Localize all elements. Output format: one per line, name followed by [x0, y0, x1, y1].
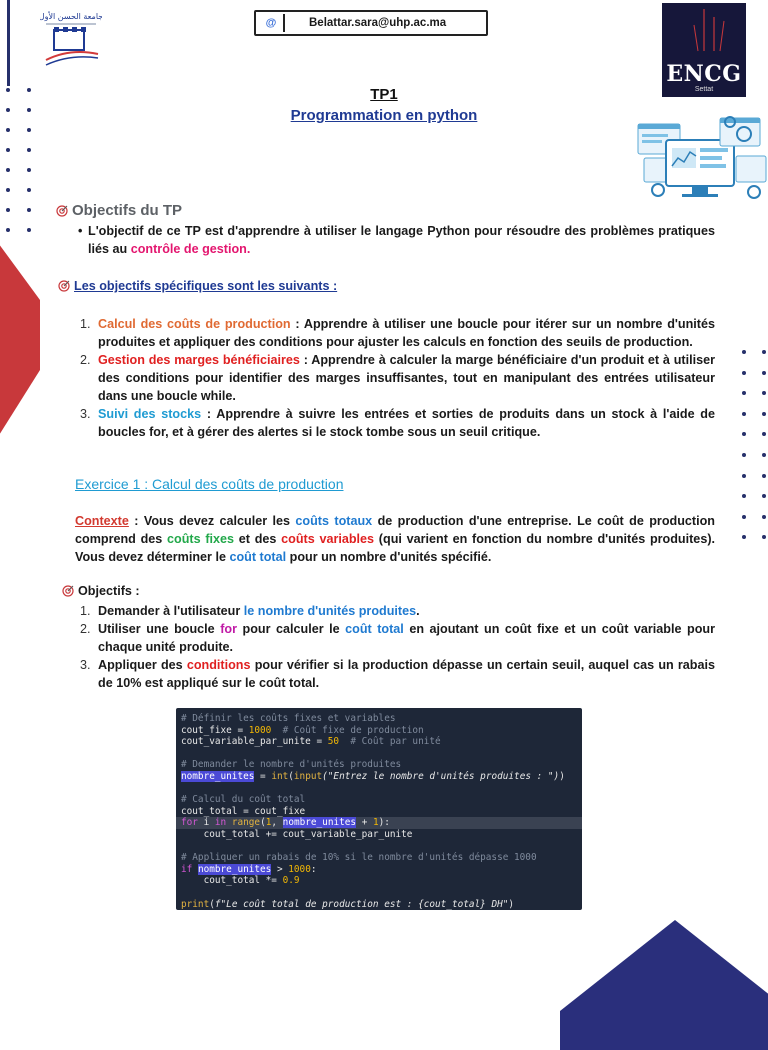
target-icon	[58, 280, 70, 292]
decorative-dot	[27, 188, 31, 192]
decorative-dot	[27, 128, 31, 132]
code-line: # Calcul du coût total	[181, 794, 306, 806]
code-line: nombre_unites = int(input("Entrez le nombre d'unités produites : "))	[181, 770, 565, 782]
email-box[interactable]	[254, 10, 488, 36]
code-line: # Demander le nombre d'unités produites	[181, 759, 402, 771]
code-line: cout_total *= 0.9	[181, 875, 300, 887]
code-line	[176, 841, 582, 853]
decorative-dot	[27, 228, 31, 232]
decorative-dot	[762, 371, 766, 375]
decorative-dot	[762, 474, 766, 478]
code-line: for i in range(1, nombre_unites + 1):	[176, 817, 582, 829]
objectives-heading	[56, 202, 182, 219]
target-icon	[62, 585, 74, 597]
computer-illustration-icon	[636, 112, 768, 208]
code-line	[176, 887, 582, 899]
exercise-objectives-heading-text: Objectifs :	[78, 584, 140, 598]
code-block	[176, 708, 582, 910]
list-item: 1. Demander à l'utilisateur le nombre d'unités produites.	[80, 604, 420, 618]
encg-logo-text: ENCG	[666, 61, 742, 87]
target-icon	[56, 205, 68, 217]
list-item: 1. Calcul des coûts de production : Apprendre à utiliser une boucle pour itérer sur un nombre d'unités produites et appliquer des conditions pour ajuster les calculs en fonction des seuils de production.	[80, 317, 715, 349]
code-line	[176, 783, 582, 795]
exercise-objectives-list	[80, 602, 715, 692]
exercise-title: Exercice 1 : Calcul des coûts de production	[75, 476, 344, 492]
decorative-dot	[762, 453, 766, 457]
objectives-highlight: contrôle de gestion.	[130, 242, 251, 256]
decorative-dot	[742, 474, 746, 478]
encg-logo-subtext: Settat	[694, 86, 714, 93]
decorative-dot	[27, 148, 31, 152]
objectives-text: L'objectif de ce TP est d'apprendre à utiliser le langage Python pour résoudre des problèmes pratiques liés au	[88, 224, 715, 256]
code-line: cout_total = cout_fixe	[181, 805, 306, 817]
decorative-dot	[762, 412, 766, 416]
decorative-dot	[742, 494, 746, 498]
code-line: cout_total += cout_variable_par_unite	[181, 828, 413, 840]
specific-heading-text: Les objectifs spécifiques sont les suivants :	[74, 279, 338, 293]
decorative-dot	[6, 208, 10, 212]
page-subtitle: Programmation en python	[290, 107, 478, 124]
objectives-bullet: • L'objectif de ce TP est d'apprendre à utiliser le langage Python pour résoudre des problèmes pratiques liés au contrôle de gestion.	[78, 224, 715, 256]
code-line: cout_variable_par_unite = 50 # Coût par unité	[181, 736, 441, 748]
svg-text:جامعة الحسن الأول: جامعة الحسن الأول	[40, 12, 102, 21]
decorative-dot	[6, 168, 10, 172]
decorative-dot	[762, 391, 766, 395]
exercise-objectives-heading	[62, 584, 140, 598]
decorative-dot	[742, 412, 746, 416]
decorative-dot	[27, 168, 31, 172]
page-title: TP1	[370, 86, 398, 103]
list-item: 3. Appliquer des conditions pour vérifier si la production dépasse un certain seuil, auquel cas un rabais de 10% est appliqué sur le coût total.	[80, 658, 716, 690]
decorative-dot	[742, 350, 746, 354]
decorative-dot	[762, 432, 766, 436]
decorative-dot	[742, 535, 746, 539]
university-logo	[40, 8, 102, 76]
decorative-dot	[762, 535, 766, 539]
list-item: 2. Gestion des marges bénéficiaires : Apprendre à calculer la marge bénéficiaire d'un produit et à utiliser des conditions pour identifier des marges insuffisantes, tout en manipulant des entrées utilisateur dans une boucle while.	[80, 353, 716, 403]
code-line: print(f"Le coût total de production est : {cout_total} DH")	[181, 898, 515, 910]
decorative-dot	[742, 391, 746, 395]
decorative-dot	[742, 515, 746, 519]
decorative-dot	[6, 228, 10, 232]
context-paragraph: Contexte : Vous devez calculer les coûts totaux de production d'une entreprise. Le coût de production comprend des coûts fixes et des coûts variables (qui varient en fonction du nombre d'unités produites). Vous devez déterminer le coût total pour un nombre d'unités spécifié.	[75, 514, 716, 564]
specific-objectives-list	[80, 315, 715, 441]
decorative-dot	[742, 371, 746, 375]
decorative-dot	[6, 148, 10, 152]
code-line: cout_fixe = 1000 # Coût fixe de production	[181, 724, 424, 736]
list-item: 3. Suivi des stocks : Apprendre à suivre les entrées et sorties de produits dans un stock à l'aide de boucles for, et à gérer des alertes si le stock tombe sous un seuil critique.	[80, 407, 715, 439]
code-line: # Définir les coûts fixes et variables	[181, 713, 396, 724]
email-text[interactable]: Belattar.sara@uhp.ac.ma	[309, 17, 447, 29]
left-accent-bar	[7, 0, 10, 86]
list-item: 2. Utiliser une boucle for pour calculer le coût total en ajoutant un coût fixe et un coût variable pour chaque unité produite.	[80, 622, 715, 654]
decorative-dot	[6, 188, 10, 192]
specific-objectives-heading	[58, 279, 337, 293]
decorative-dot	[762, 515, 766, 519]
decorative-dot	[742, 432, 746, 436]
red-decorative-shape	[0, 240, 40, 440]
code-line: # Appliquer un rabais de 10% si le nombre d'unités dépasse 1000	[181, 852, 537, 864]
at-sign-icon: @	[262, 14, 285, 32]
blue-decorative-shape	[560, 920, 768, 1050]
code-line	[176, 748, 582, 760]
decorative-dot	[742, 453, 746, 457]
decorative-dot	[6, 128, 10, 132]
code-line: if nombre_unites > 1000:	[181, 863, 317, 875]
objectives-heading-text: Objectifs du TP	[72, 202, 183, 219]
dot-pattern-right	[742, 350, 766, 539]
decorative-dot	[27, 208, 31, 212]
decorative-dot	[762, 350, 766, 354]
decorative-dot	[762, 494, 766, 498]
encg-logo	[662, 3, 746, 97]
